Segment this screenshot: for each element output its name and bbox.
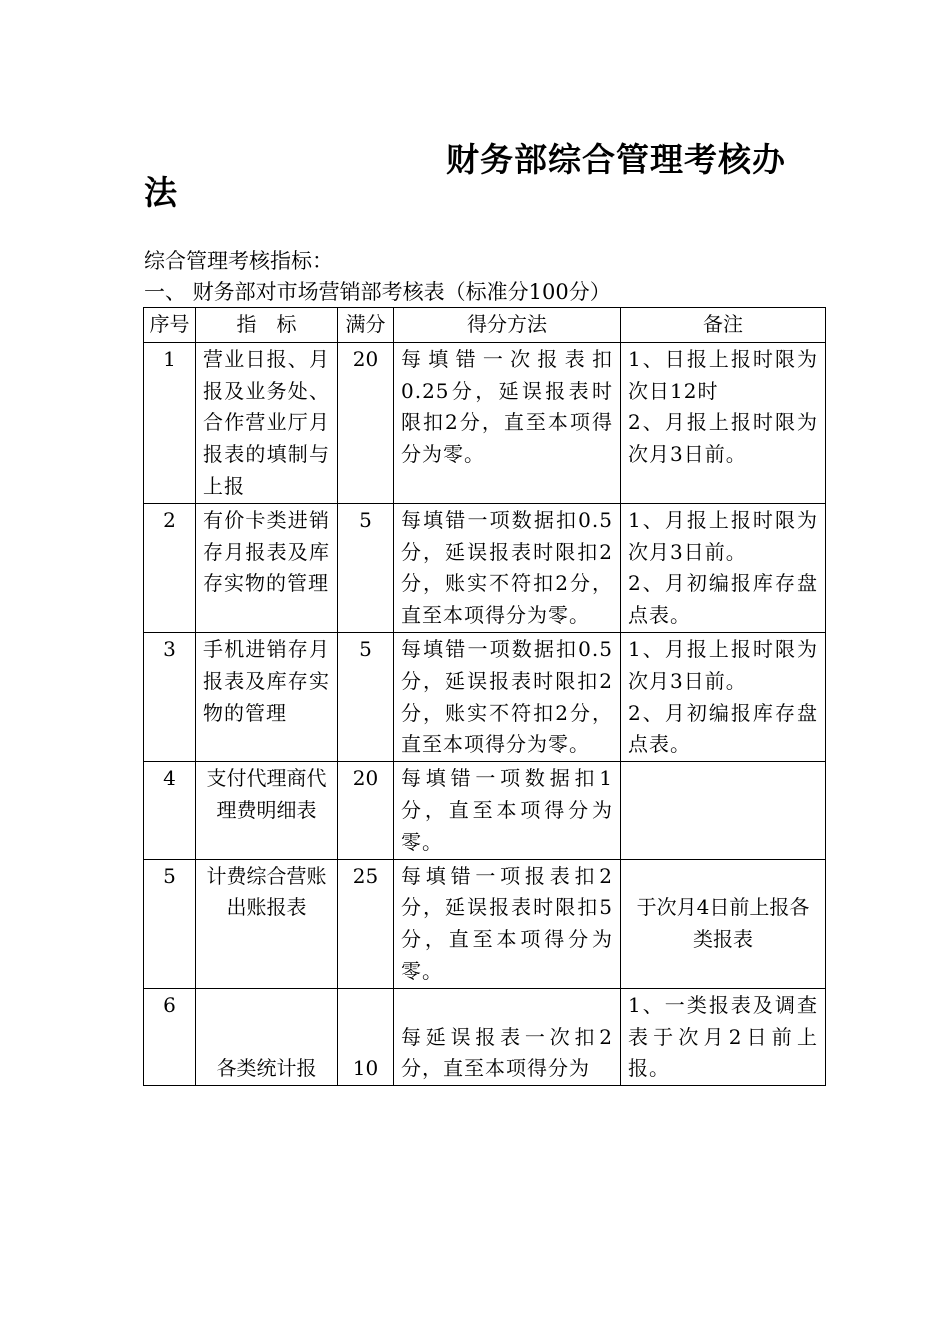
remark-line: 2、月初编报库存盘点表。 [628,700,818,757]
header-remark: 备注 [621,308,826,343]
remark-line: 2、月报上报时限为次月3日前。 [628,410,818,467]
header-index: 序号 [144,308,196,343]
table-row [144,988,826,1085]
row-indicator: 支付代理商代理费明细表 [196,762,338,859]
row-full-score: 20 [338,762,394,859]
table-row [144,503,826,632]
row-remark [621,632,826,761]
row-index: 3 [144,632,196,761]
row-method: 每延误报表一次扣2分，直至本项得分为 [394,988,621,1085]
row-full-score: 20 [338,342,394,503]
row-indicator: 各类统计报 [196,988,338,1085]
header-method: 得分方法 [394,308,621,343]
remark-line: 1、一类报表及调查表于次月2日前上报。 [628,992,818,1081]
row-method: 每填错一次报表扣0.25分，延误报表时限扣2分，直至本项得分为零。 [394,342,621,503]
row-index: 1 [144,342,196,503]
table-row [144,762,826,859]
row-full-score: 5 [338,503,394,632]
row-remark [621,762,826,859]
row-remark [621,988,826,1085]
table-row [144,342,826,503]
remark-line: 2、月初编报库存盘点表。 [628,571,818,628]
row-indicator: 营业日报、月报及业务处、合作营业厅月报表的填制与上报 [196,342,338,503]
row-index: 6 [144,988,196,1085]
remark-line: 1、月报上报时限为次月3日前。 [628,507,818,564]
table-row [144,632,826,761]
row-full-score: 10 [338,988,394,1085]
row-indicator: 有价卡类进销存月报表及库存实物的管理 [196,503,338,632]
row-remark [621,342,826,503]
row-indicator: 手机进销存月报表及库存实物的管理 [196,632,338,761]
row-method: 每填错一项数据扣1分，直至本项得分为零。 [394,762,621,859]
remark-line: 于次月4日前上报各类报表 [636,895,810,952]
remark-line: 1、日报上报时限为次日12时 [628,346,818,403]
row-indicator: 计费综合营账出账报表 [196,859,338,988]
row-remark [621,503,826,632]
remark-line: 1、月报上报时限为次月3日前。 [628,636,818,693]
row-remark [621,859,826,988]
row-index: 5 [144,859,196,988]
row-method: 每填错一项数据扣0.5分，延误报表时限扣2分，账实不符扣2分，直至本项得分为零。 [394,632,621,761]
row-full-score: 25 [338,859,394,988]
intro-line: 综合管理考核指标： [144,249,333,273]
page-title [144,140,824,213]
row-method: 每填错一项数据扣0.5分，延误报表时限扣2分，账实不符扣2分，直至本项得分为零。 [394,503,621,632]
table-header-row [144,308,826,343]
row-index: 4 [144,762,196,859]
row-full-score: 5 [338,632,394,761]
title-line-1: 财务部综合管理考核办 [446,140,786,179]
row-index: 2 [144,503,196,632]
header-indicator: 指 标 [196,308,338,343]
assessment-table [143,307,826,1086]
section-heading: 一、 财务部对市场营销部考核表（标准分100分） [144,280,611,304]
row-method: 每填错一项报表扣2分，延误报表时限扣5分，直至本项得分为零。 [394,859,621,988]
title-line-2: 法 [144,173,177,212]
header-full-score: 满分 [338,308,394,343]
table-row [144,859,826,988]
